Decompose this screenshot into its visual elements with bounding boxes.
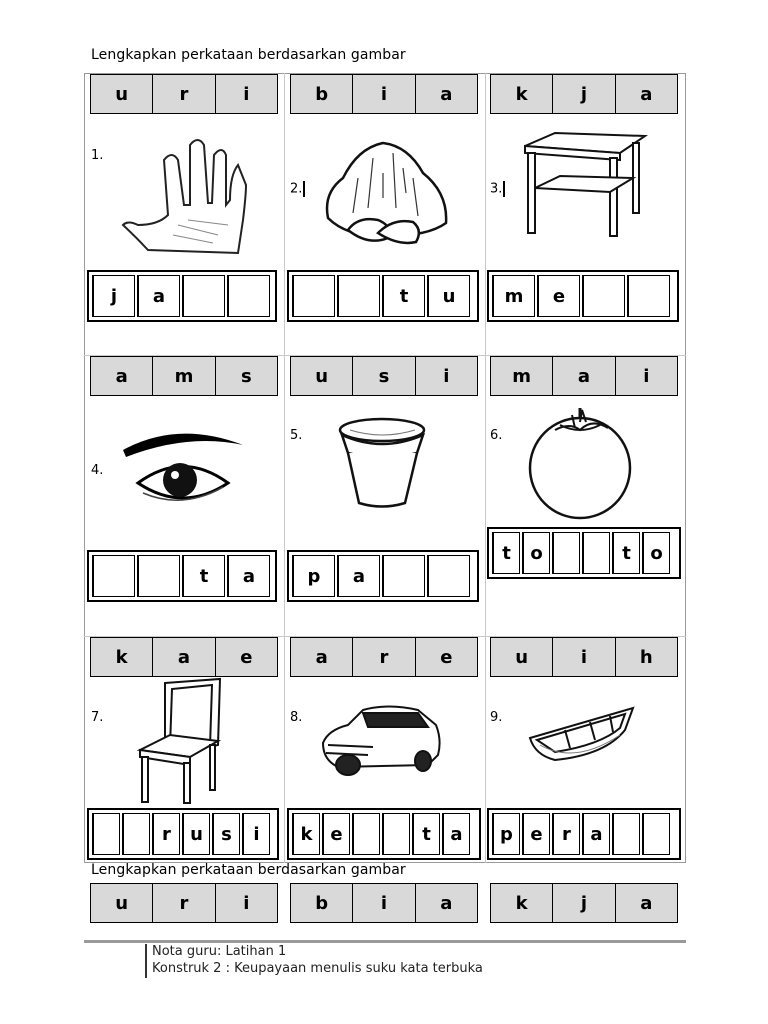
answer-boxes (87, 270, 277, 322)
answer-box[interactable] (582, 532, 610, 574)
boat-picture (525, 700, 635, 770)
question-number (91, 148, 103, 163)
answer-box[interactable] (227, 275, 270, 317)
letter-tiles (90, 356, 278, 396)
question-number-label: 4. (91, 463, 104, 478)
question-number-label: 7. (91, 710, 104, 725)
grid-divider (485, 73, 486, 863)
answer-box[interactable]: a (582, 813, 610, 855)
answer-box[interactable] (137, 555, 180, 597)
worksheet-title: Lengkapkan perkataan berdasarkan gambar (91, 47, 406, 63)
hand-picture (118, 125, 258, 260)
letter-tiles (490, 356, 678, 396)
letter-tile: m (152, 357, 214, 395)
answer-boxes (287, 270, 479, 322)
letter-tiles (90, 637, 278, 677)
answer-box[interactable] (352, 813, 380, 855)
answer-box[interactable] (292, 275, 335, 317)
letter-tiles (490, 883, 678, 923)
answer-box[interactable]: e (522, 813, 550, 855)
question-number-label: 5. (290, 428, 303, 443)
question-number-label: 9. (490, 710, 503, 725)
answer-box[interactable]: t (382, 275, 425, 317)
letter-tiles (490, 74, 678, 114)
answer-box[interactable]: s (212, 813, 240, 855)
letter-tile: i (215, 884, 277, 922)
answer-box[interactable]: j (92, 275, 135, 317)
answer-box[interactable]: e (322, 813, 350, 855)
answer-box[interactable]: a (137, 275, 180, 317)
answer-box[interactable] (92, 813, 120, 855)
letter-tile: a (415, 884, 477, 922)
answer-box[interactable] (627, 275, 670, 317)
letter-tile: k (491, 75, 552, 113)
answer-box[interactable]: t (412, 813, 440, 855)
answer-box[interactable] (642, 813, 670, 855)
question-number (91, 463, 103, 478)
letter-tiles (90, 74, 278, 114)
answer-box[interactable] (582, 275, 625, 317)
tomato-picture (520, 400, 640, 520)
flowerpot-picture (335, 415, 430, 510)
answer-box[interactable]: p (492, 813, 520, 855)
car-picture (318, 695, 443, 785)
answer-box[interactable] (337, 275, 380, 317)
answer-box[interactable]: u (427, 275, 470, 317)
letter-tile: u (491, 638, 552, 676)
letter-tile: i (352, 884, 414, 922)
letter-tile: a (615, 884, 677, 922)
question-number-label: 6. (490, 428, 503, 443)
eye-picture (118, 425, 248, 515)
letter-tile: s (215, 357, 277, 395)
footer-note: Nota guru: Latihan 1 (152, 944, 287, 959)
answer-box[interactable]: t (612, 532, 640, 574)
letter-tile: i (552, 638, 614, 676)
answer-box[interactable]: r (152, 813, 180, 855)
rock-picture (318, 138, 453, 248)
letter-tile: i (415, 357, 477, 395)
question-number-label: 3. (490, 181, 503, 197)
answer-box[interactable]: a (227, 555, 270, 597)
answer-box[interactable] (122, 813, 150, 855)
answer-box[interactable]: o (642, 532, 670, 574)
letter-tile: r (152, 884, 214, 922)
footer-divider (84, 940, 686, 943)
letter-tile: i (615, 357, 677, 395)
letter-tiles (90, 883, 278, 923)
letter-tile: k (491, 884, 552, 922)
letter-tile: r (152, 75, 214, 113)
letter-tile: u (91, 884, 152, 922)
letter-tiles (290, 637, 478, 677)
letter-tile: i (352, 75, 414, 113)
letter-tile: h (615, 638, 677, 676)
letter-tiles (290, 883, 478, 923)
answer-boxes (87, 808, 279, 860)
question-number-label: 8. (290, 710, 303, 725)
answer-boxes (487, 527, 681, 579)
answer-box[interactable] (552, 532, 580, 574)
answer-box[interactable]: t (492, 532, 520, 574)
answer-box[interactable]: t (182, 555, 225, 597)
answer-box[interactable] (382, 555, 425, 597)
letter-tile: a (291, 638, 352, 676)
letter-tiles (290, 74, 478, 114)
answer-boxes (87, 550, 277, 602)
letter-tile: e (415, 638, 477, 676)
chair-picture (130, 675, 225, 805)
answer-boxes (487, 808, 681, 860)
question-number (91, 710, 103, 725)
text-cursor-icon (503, 181, 505, 197)
answer-box[interactable]: a (442, 813, 470, 855)
answer-box[interactable]: o (522, 532, 550, 574)
letter-tiles (290, 356, 478, 396)
question-number (290, 710, 302, 725)
worksheet-title-repeat: Lengkapkan perkataan berdasarkan gambar (91, 862, 406, 878)
answer-box[interactable]: m (492, 275, 535, 317)
answer-box[interactable]: k (292, 813, 320, 855)
text-cursor-icon (303, 181, 305, 197)
letter-tile: a (91, 357, 152, 395)
grid-divider (284, 73, 285, 863)
letter-tile: i (215, 75, 277, 113)
letter-tile: j (552, 884, 614, 922)
footer-construct: Konstruk 2 : Keupayaan menulis suku kata terbuka (152, 961, 483, 976)
question-number (490, 710, 502, 725)
letter-tile: a (552, 357, 614, 395)
letter-tile: a (615, 75, 677, 113)
letter-tile: j (552, 75, 614, 113)
letter-tile: u (91, 75, 152, 113)
question-number (290, 428, 302, 443)
question-number-label: 2. (290, 181, 303, 197)
answer-box[interactable]: e (537, 275, 580, 317)
answer-box[interactable] (427, 555, 470, 597)
question-number (490, 181, 505, 197)
table-picture (520, 128, 648, 238)
letter-tile: b (291, 884, 352, 922)
answer-box[interactable] (182, 275, 225, 317)
answer-boxes (487, 270, 679, 322)
answer-boxes (287, 550, 479, 602)
letter-tile: a (415, 75, 477, 113)
answer-box[interactable]: r (552, 813, 580, 855)
answer-box[interactable]: u (182, 813, 210, 855)
answer-box[interactable] (382, 813, 410, 855)
letter-tile: b (291, 75, 352, 113)
answer-box[interactable] (92, 555, 135, 597)
answer-box[interactable]: p (292, 555, 335, 597)
letter-tile: e (215, 638, 277, 676)
question-number-label: 1. (91, 148, 104, 163)
letter-tile: a (152, 638, 214, 676)
answer-box[interactable]: a (337, 555, 380, 597)
question-number (490, 428, 502, 443)
question-number (290, 181, 305, 197)
answer-boxes (287, 808, 481, 860)
answer-box[interactable] (612, 813, 640, 855)
letter-tile: k (91, 638, 152, 676)
answer-box[interactable]: i (242, 813, 270, 855)
letter-tile: u (291, 357, 352, 395)
letter-tiles (490, 637, 678, 677)
footer-bar (145, 944, 147, 978)
letter-tile: s (352, 357, 414, 395)
letter-tile: r (352, 638, 414, 676)
letter-tile: m (491, 357, 552, 395)
